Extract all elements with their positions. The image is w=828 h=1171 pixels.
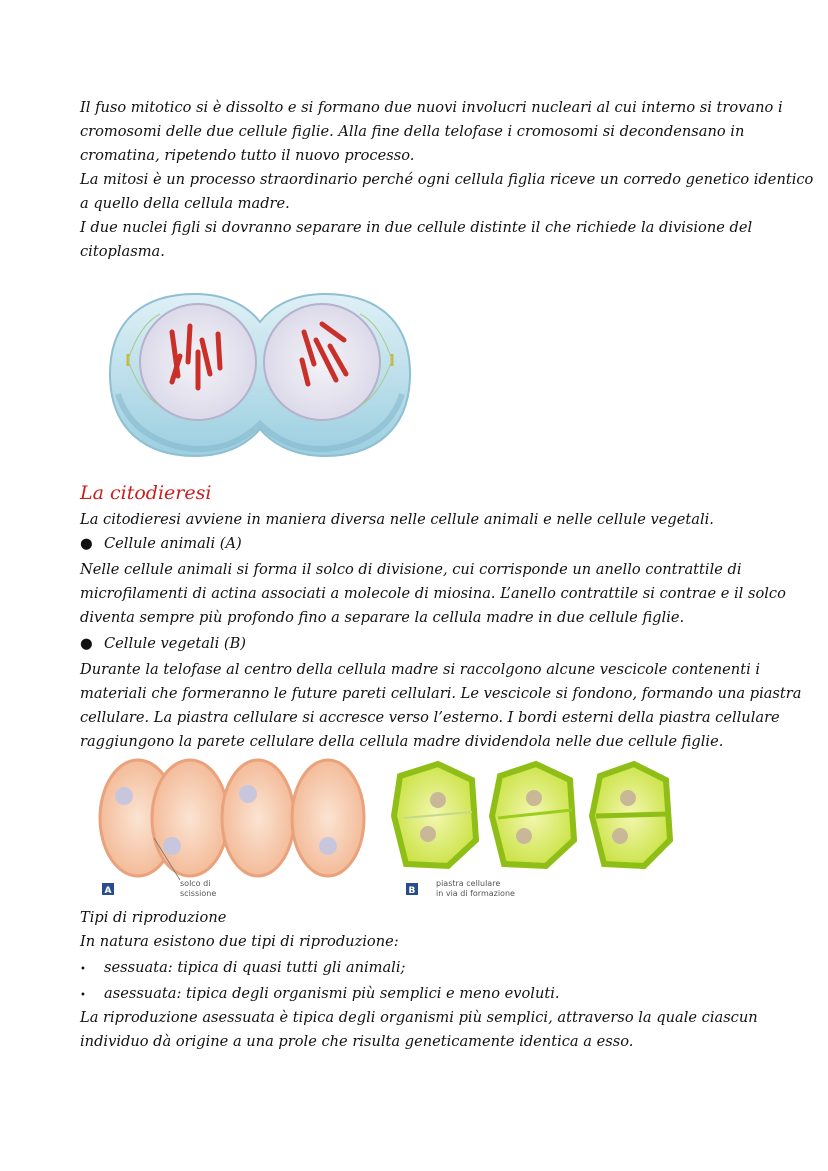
bullet-item [80,956,405,982]
bullet-item [80,532,242,556]
subsection-intro: In natura esistono due tipi di riproduzione: [80,933,399,950]
subsection-title: Tipi di riproduzione [80,909,227,926]
intro-line: I due nuclei figli si dovranno separare in due cellule distinte il che richiede la divisione del [80,219,753,236]
telophase-illustration [100,284,420,464]
figure-label-b: B [408,886,416,896]
paragraph-line: microfilamenti di actina associati a molecole di miosina. L’anello contrattile si contrae e il solco [80,585,786,602]
section-intro: La citodieresi avviene in maniera diversa nelle cellule animali e nelle cellule vegetali. [80,511,714,528]
bullet-icon: • [80,964,86,975]
section-heading: La citodieresi [80,482,212,504]
bullet-item [80,982,560,1008]
caption-a-line: scissione [180,889,217,898]
bullet-icon: • [80,990,86,1001]
bullet-label: sessuata: tipica di quasi tutti gli animali; [104,959,406,976]
intro-line: cromosomi delle due cellule figlie. Alla fine della telofase i cromosomi si decondensano in [80,123,745,140]
bullet-icon: ● [80,635,93,652]
bullet-label: Cellule animali (A) [104,535,242,552]
paragraph-line: individuo dà origine a una prole che risulta geneticamente identica a esso. [80,1033,634,1050]
bullet-icon: ● [80,535,93,552]
paragraph-line: materiali che formeranno le future pareti cellulari. Le vescicole si fondono, formando una piastra [80,685,802,702]
caption-a-line: solco di [180,879,211,888]
paragraph-line: raggiungono la parete cellulare della cellula madre dividendola nelle due cellule figlie. [80,733,724,750]
animal-cells-figure [100,760,364,880]
caption-b-line: piastra cellulare [436,879,501,888]
cytokinesis-figure [88,756,688,906]
intro-line: a quello della cellula madre. [80,195,290,212]
paragraph-line: Nelle cellule animali si forma il solco di divisione, cui corrisponde un anello contrattile di [80,561,742,578]
paragraph-line: Durante la telofase al centro della cellula madre si raccolgono alcune vescicole contenenti i [80,661,761,678]
plant-cells-figure [394,764,670,866]
paragraph-line: La riproduzione asessuata è tipica degli organismi più semplici, attraverso la quale ciascun [80,1009,758,1026]
intro-line: Il fuso mitotico si è dissolto e si formano due nuovi involucri nucleari al cui interno si trovano i [80,99,783,116]
paragraph-line: diventa sempre più profondo fino a separare la cellula madre in due cellule figlie. [80,609,685,626]
intro-line: cromatina, ripetendo tutto il nuovo processo. [80,147,415,164]
bullet-label: asessuata: tipica degli organismi più semplici e meno evoluti. [104,985,560,1002]
intro-line: citoplasma. [80,243,165,260]
caption-b-line: in via di formazione [436,889,515,898]
bullet-item [80,632,246,656]
bullet-label: Cellule vegetali (B) [104,635,246,652]
figure-label-a: A [104,886,112,896]
intro-line: La mitosi è un processo straordinario perché ogni cellula figlia riceve un corredo genetico identico [80,171,814,188]
paragraph-line: cellulare. La piastra cellulare si accresce verso l’esterno. I bordi esterni della piastra cellulare [80,709,780,726]
